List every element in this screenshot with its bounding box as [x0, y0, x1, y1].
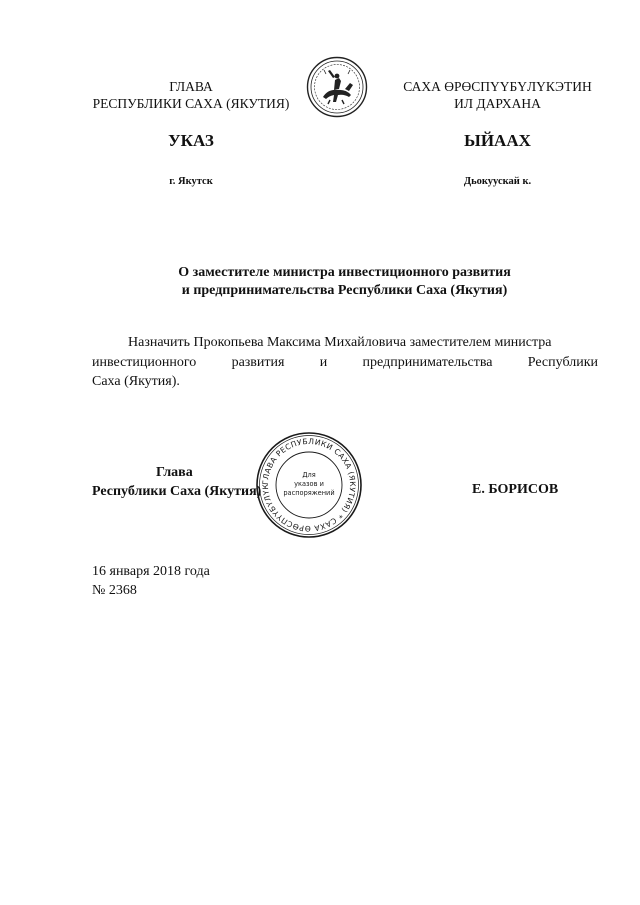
header-right [390, 78, 605, 112]
document-body [92, 333, 598, 392]
body-line-1: Назначить Прокопьева Максима Михайловича заместителем министра [128, 335, 552, 350]
seal-ring-text: ГЛАВА РЕСПУБЛИКИ САХА (ЯКУТИЯ) * САХА ӨРӨСПҮҮБҮЛҮК [260, 436, 358, 534]
city-sakha: Дьокуускай к. [463, 176, 532, 187]
city-ru: г. Якутск [169, 176, 213, 187]
seal-center-line3: распоряжений [283, 489, 335, 497]
seal-center-line1: Для [302, 471, 316, 479]
header-left-line1: ГЛАВА [169, 79, 213, 94]
signatory-position-line2: Республики Саха (Якутия) [92, 484, 262, 499]
seal-center-line2: указов и [294, 480, 324, 488]
decree-title-ru: УКАЗ [168, 131, 214, 150]
body-line-2: инвестиционного развития и предпринимательства Республики [92, 354, 598, 370]
header-left-line2: РЕСПУБЛИКИ САХА (ЯКУТИЯ) [92, 96, 290, 111]
body-line-3: Саха (Якутия). [92, 374, 180, 389]
document-title-line1: О заместителе министра инвестиционного развития [178, 265, 511, 280]
document-title-line2: и предпринимательства Республики Саха (Якутия) [181, 283, 508, 298]
document-number: № 2368 [92, 583, 137, 598]
document-date: 16 января 2018 года [92, 564, 210, 579]
decree-title-sakha: ЫЙААХ [464, 131, 531, 150]
document-date-block [92, 562, 210, 600]
header-left [60, 78, 322, 112]
document-title [92, 264, 597, 300]
coat-of-arms-emblem [306, 56, 368, 118]
header-right-line1: САХА ӨРӨСПҮҮБҮЛҮКЭТИН [403, 79, 592, 94]
signatory-name: Е. БОРИСОВ [472, 482, 559, 497]
header-right-line2: ИЛ ДАРХАНА [454, 96, 541, 111]
signatory-position-line1: Глава [156, 465, 193, 480]
signatory-position [92, 463, 262, 501]
official-seal [255, 431, 363, 539]
